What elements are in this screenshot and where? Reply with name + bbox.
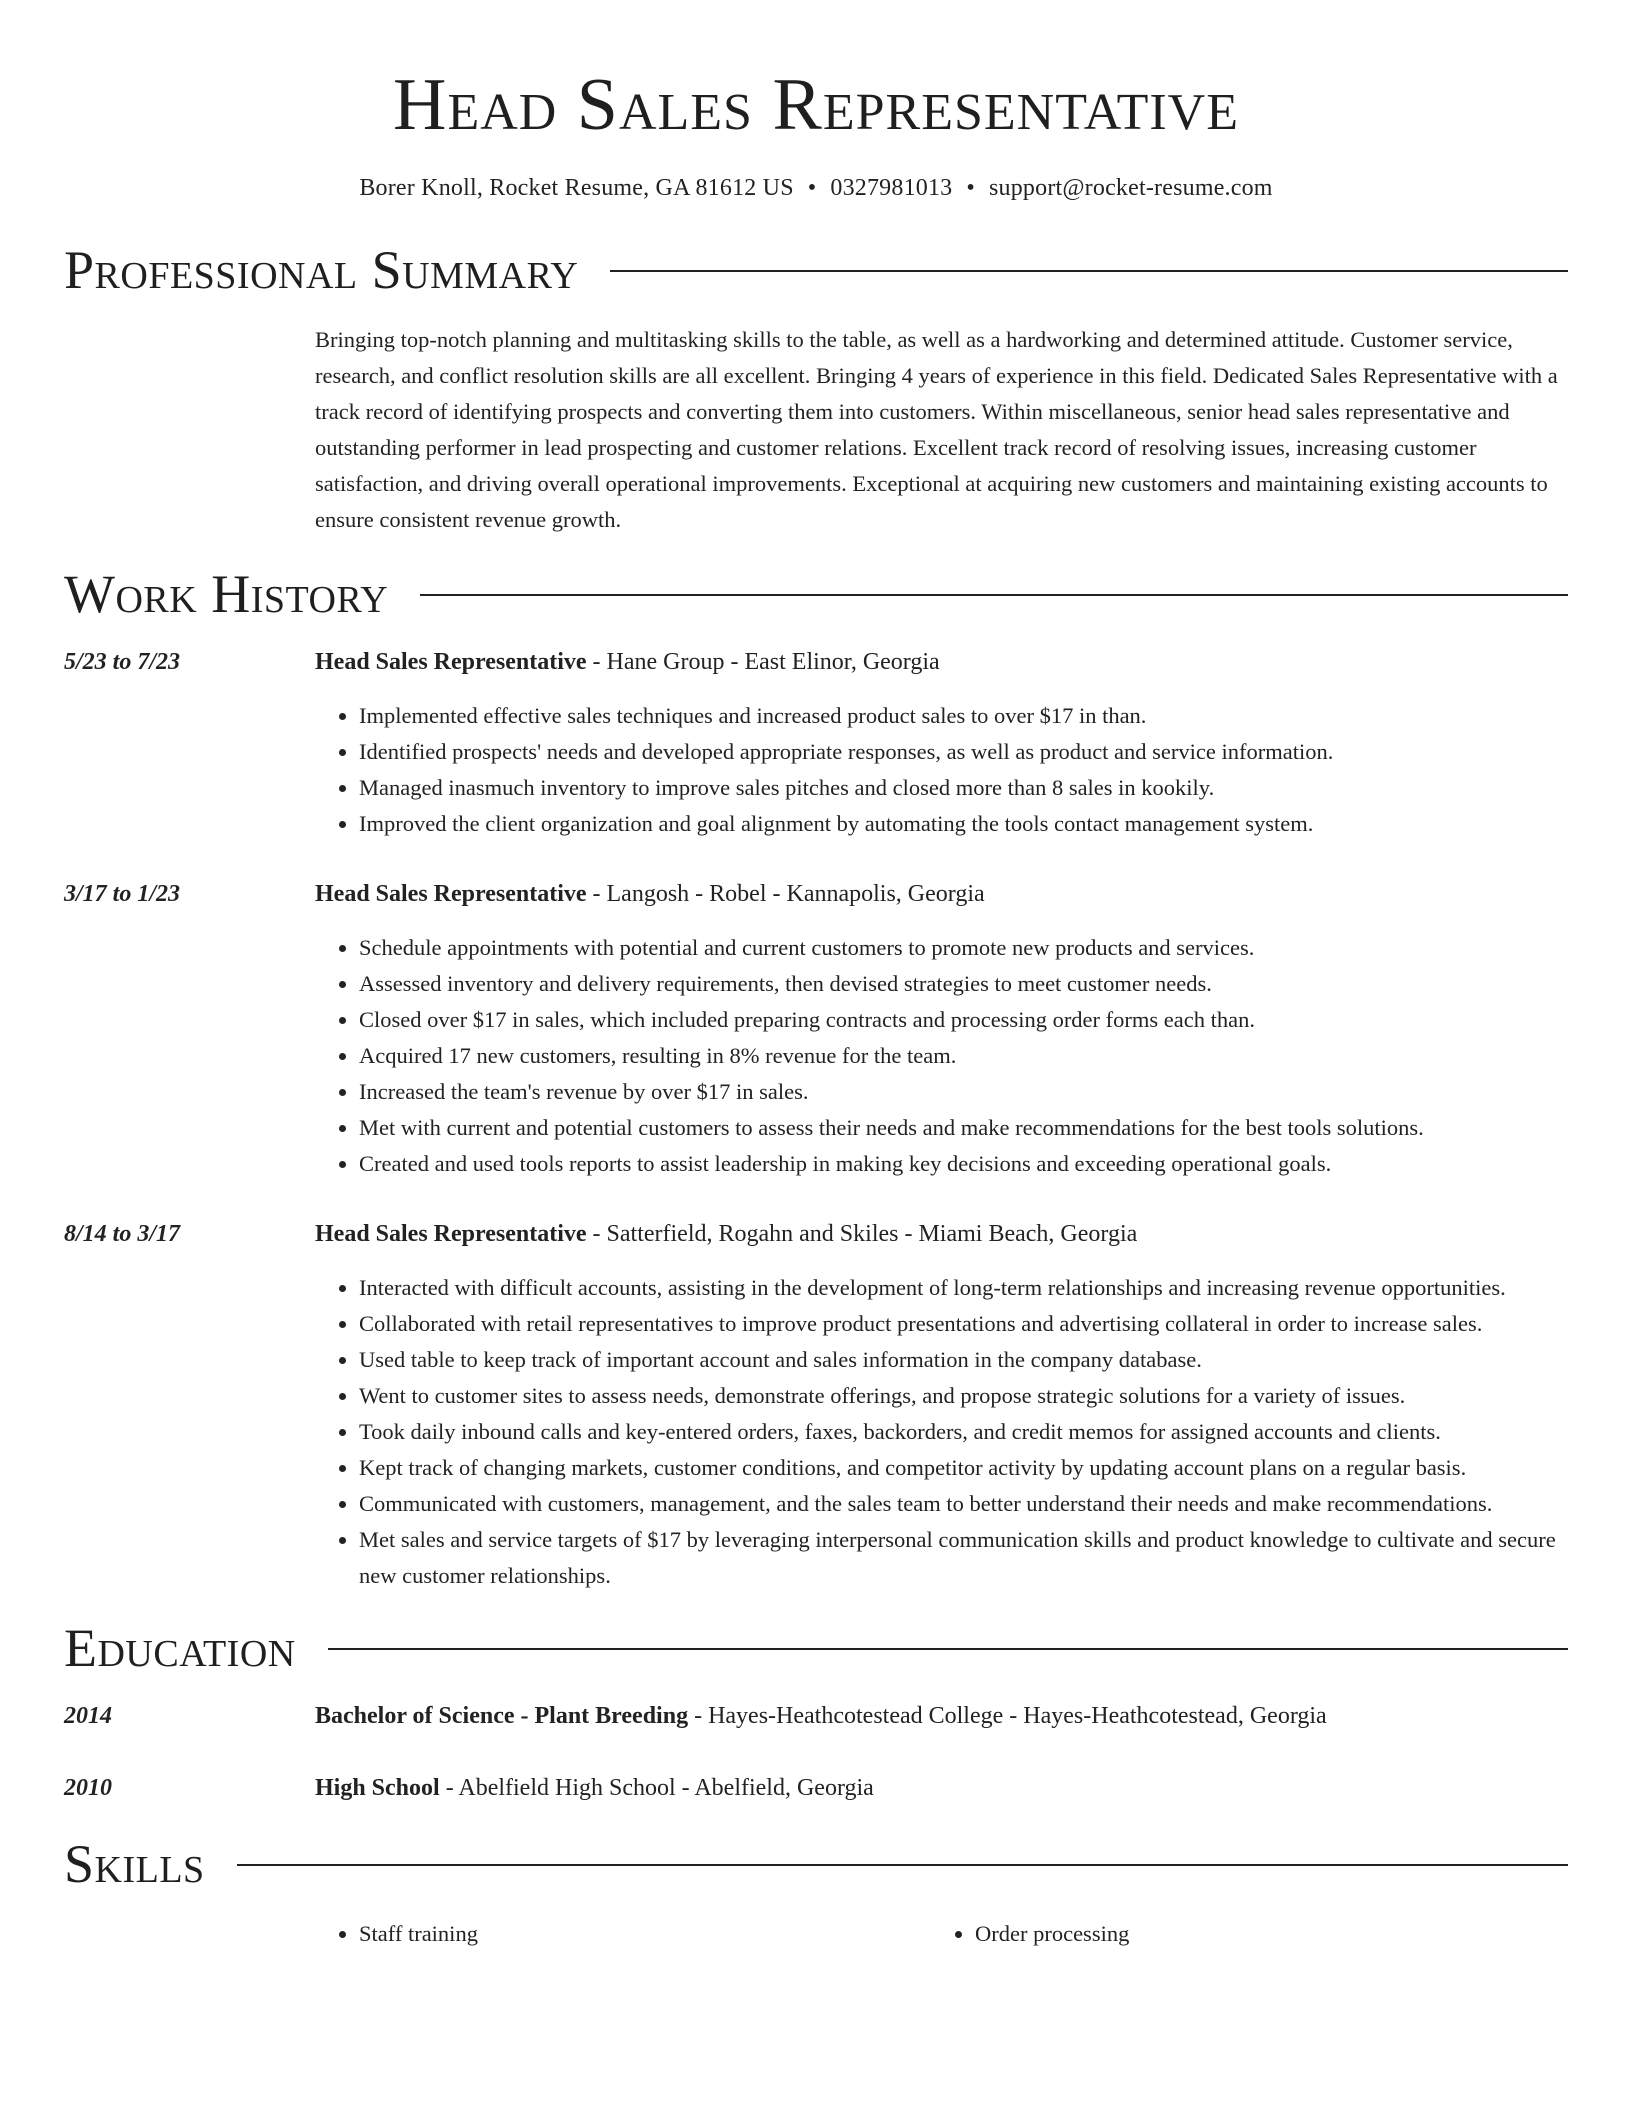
section-title-summary: Professional Summary <box>64 240 579 300</box>
section-header-summary <box>64 240 1568 300</box>
job-bullets <box>315 1270 1568 1594</box>
job-title-line <box>315 876 1568 912</box>
job-entry <box>64 644 1568 842</box>
skills-list <box>315 1916 1568 1952</box>
education-details: - Hayes-Heathcotestead College - Hayes-Heathcotestead, Georgia <box>688 1703 1327 1729</box>
job-bullet: • Acquired 17 new customers, resulting in 8% revenue for the team. <box>359 1038 1568 1074</box>
section-divider <box>328 1648 1568 1650</box>
job-bullets <box>315 930 1568 1182</box>
education-entry <box>64 1698 1568 1734</box>
education-details: - Abelfield High School - Abelfield, Georgia <box>439 1775 874 1801</box>
job-bullet: • Met with current and potential customers to assess their needs and make recommendations for the best tools solutions. <box>359 1110 1568 1146</box>
job-role: Head Sales Representative <box>315 1221 587 1247</box>
job-details: - Satterfield, Rogahn and Skiles - Miami Beach, Georgia <box>586 1221 1138 1247</box>
job-entry <box>64 876 1568 1182</box>
section-divider <box>610 270 1568 272</box>
contact-phone: 0327981013 <box>830 175 953 201</box>
section-header-work-history <box>64 564 1568 624</box>
education-title-line <box>315 1698 1568 1734</box>
section-header-education <box>64 1618 1568 1678</box>
education-title-line <box>315 1770 1568 1806</box>
contact-separator: • <box>966 175 975 201</box>
education-degree: Bachelor of Science - Plant Breeding <box>315 1703 689 1729</box>
job-bullet: • Met sales and service targets of $17 by leveraging interpersonal communication skills and product knowledge to cultivate and secure new customer relationships. <box>359 1522 1568 1594</box>
job-bullet: • Went to customer sites to assess needs, demonstrate offerings, and propose strategic solutions for a variety of issues. <box>359 1378 1568 1414</box>
job-body <box>315 1216 1568 1594</box>
education-year: 2014 <box>64 1703 112 1729</box>
education-entry <box>64 1770 1568 1806</box>
job-entry <box>64 1216 1568 1594</box>
section-header-skills <box>64 1834 1568 1894</box>
job-role: Head Sales Representative <box>315 649 587 675</box>
section-title-work-history: Work History <box>64 564 389 624</box>
education-year: 2010 <box>64 1775 112 1801</box>
resume-page <box>64 0 1568 1952</box>
summary-text: Bringing top-notch planning and multitasking skills to the table, as well as a hardworking and determined attitude. Customer service, research, and conflict resolution skills are all excellent. Bringing 4 years of experience in this field. Dedicated Sales Representative with a track record of identifying prospects and converting them into customers. Within miscellaneous, senior head sales representative and outstanding performer in lead prospecting and customer relations. Excellent track record of resolving issues, increasing customer satisfaction, and driving overall operational improvements. Exceptional at acquiring new customers and maintaining existing accounts to ensure consistent revenue growth. <box>315 327 1558 532</box>
skill-item: • Order processing <box>975 1916 1547 1952</box>
job-bullet: • Improved the client organization and goal alignment by automating the tools contact management system. <box>359 806 1568 842</box>
contact-line <box>64 172 1568 204</box>
job-body <box>315 644 1568 842</box>
job-bullet: • Closed over $17 in sales, which included preparing contracts and processing order forms each than. <box>359 1002 1568 1038</box>
job-title-line <box>315 1216 1568 1252</box>
section-title-education: Education <box>64 1618 296 1678</box>
job-role: Head Sales Representative <box>315 881 587 907</box>
job-bullet: • Collaborated with retail representatives to improve product presentations and advertising collateral in order to increase sales. <box>359 1306 1568 1342</box>
job-details: - Hane Group - East Elinor, Georgia <box>586 649 940 675</box>
job-bullet: • Used table to keep track of important account and sales information in the company database. <box>359 1342 1568 1378</box>
skill-item: • Staff training <box>359 1916 931 1952</box>
education-body <box>315 1770 1568 1806</box>
education-body <box>315 1698 1568 1734</box>
skills-column-left <box>315 1916 931 1952</box>
section-divider <box>237 1864 1568 1866</box>
contact-email: support@rocket-resume.com <box>988 175 1273 201</box>
job-bullet: • Communicated with customers, management, and the sales team to better understand their needs and make recommendations. <box>359 1486 1568 1522</box>
job-dates: 5/23 to 7/23 <box>64 649 181 675</box>
section-title-skills: Skills <box>64 1834 205 1894</box>
job-title-line <box>315 644 1568 680</box>
job-bullet: • Interacted with difficult accounts, assisting in the development of long-term relationships and increasing revenue opportunities. <box>359 1270 1568 1306</box>
job-dates: 3/17 to 1/23 <box>64 881 181 907</box>
contact-separator: • <box>807 175 817 201</box>
job-bullet: • Implemented effective sales techniques and increased product sales to over $17 in than. <box>359 698 1568 734</box>
job-bullet: • Kept track of changing markets, customer conditions, and competitor activity by updating account plans on a regular basis. <box>359 1450 1568 1486</box>
job-bullet: • Increased the team's revenue by over $17 in sales. <box>359 1074 1568 1110</box>
contact-address: Borer Knoll, Rocket Resume, GA 81612 US <box>359 175 794 201</box>
job-bullet: • Identified prospects' needs and developed appropriate responses, as well as product and service information. <box>359 734 1568 770</box>
job-bullet: • Schedule appointments with potential and current customers to promote new products and services. <box>359 930 1568 966</box>
job-dates: 8/14 to 3/17 <box>64 1221 181 1247</box>
job-bullet: • Managed inasmuch inventory to improve sales pitches and closed more than 8 sales in kookily. <box>359 770 1568 806</box>
job-bullet: • Assessed inventory and delivery requirements, then devised strategies to meet customer needs. <box>359 966 1568 1002</box>
education-degree: High School <box>315 1775 440 1801</box>
job-details: - Langosh - Robel - Kannapolis, Georgia <box>586 881 985 907</box>
resume-title: Head Sales Representative <box>393 64 1239 146</box>
job-bullet: • Took daily inbound calls and key-entered orders, faxes, backorders, and credit memos for assigned accounts and clients. <box>359 1414 1568 1450</box>
job-bullet: • Created and used tools reports to assist leadership in making key decisions and exceeding operational goals. <box>359 1146 1568 1182</box>
job-bullets <box>315 698 1568 842</box>
job-body <box>315 876 1568 1182</box>
section-divider <box>420 594 1568 596</box>
skills-column-right <box>931 1916 1547 1952</box>
